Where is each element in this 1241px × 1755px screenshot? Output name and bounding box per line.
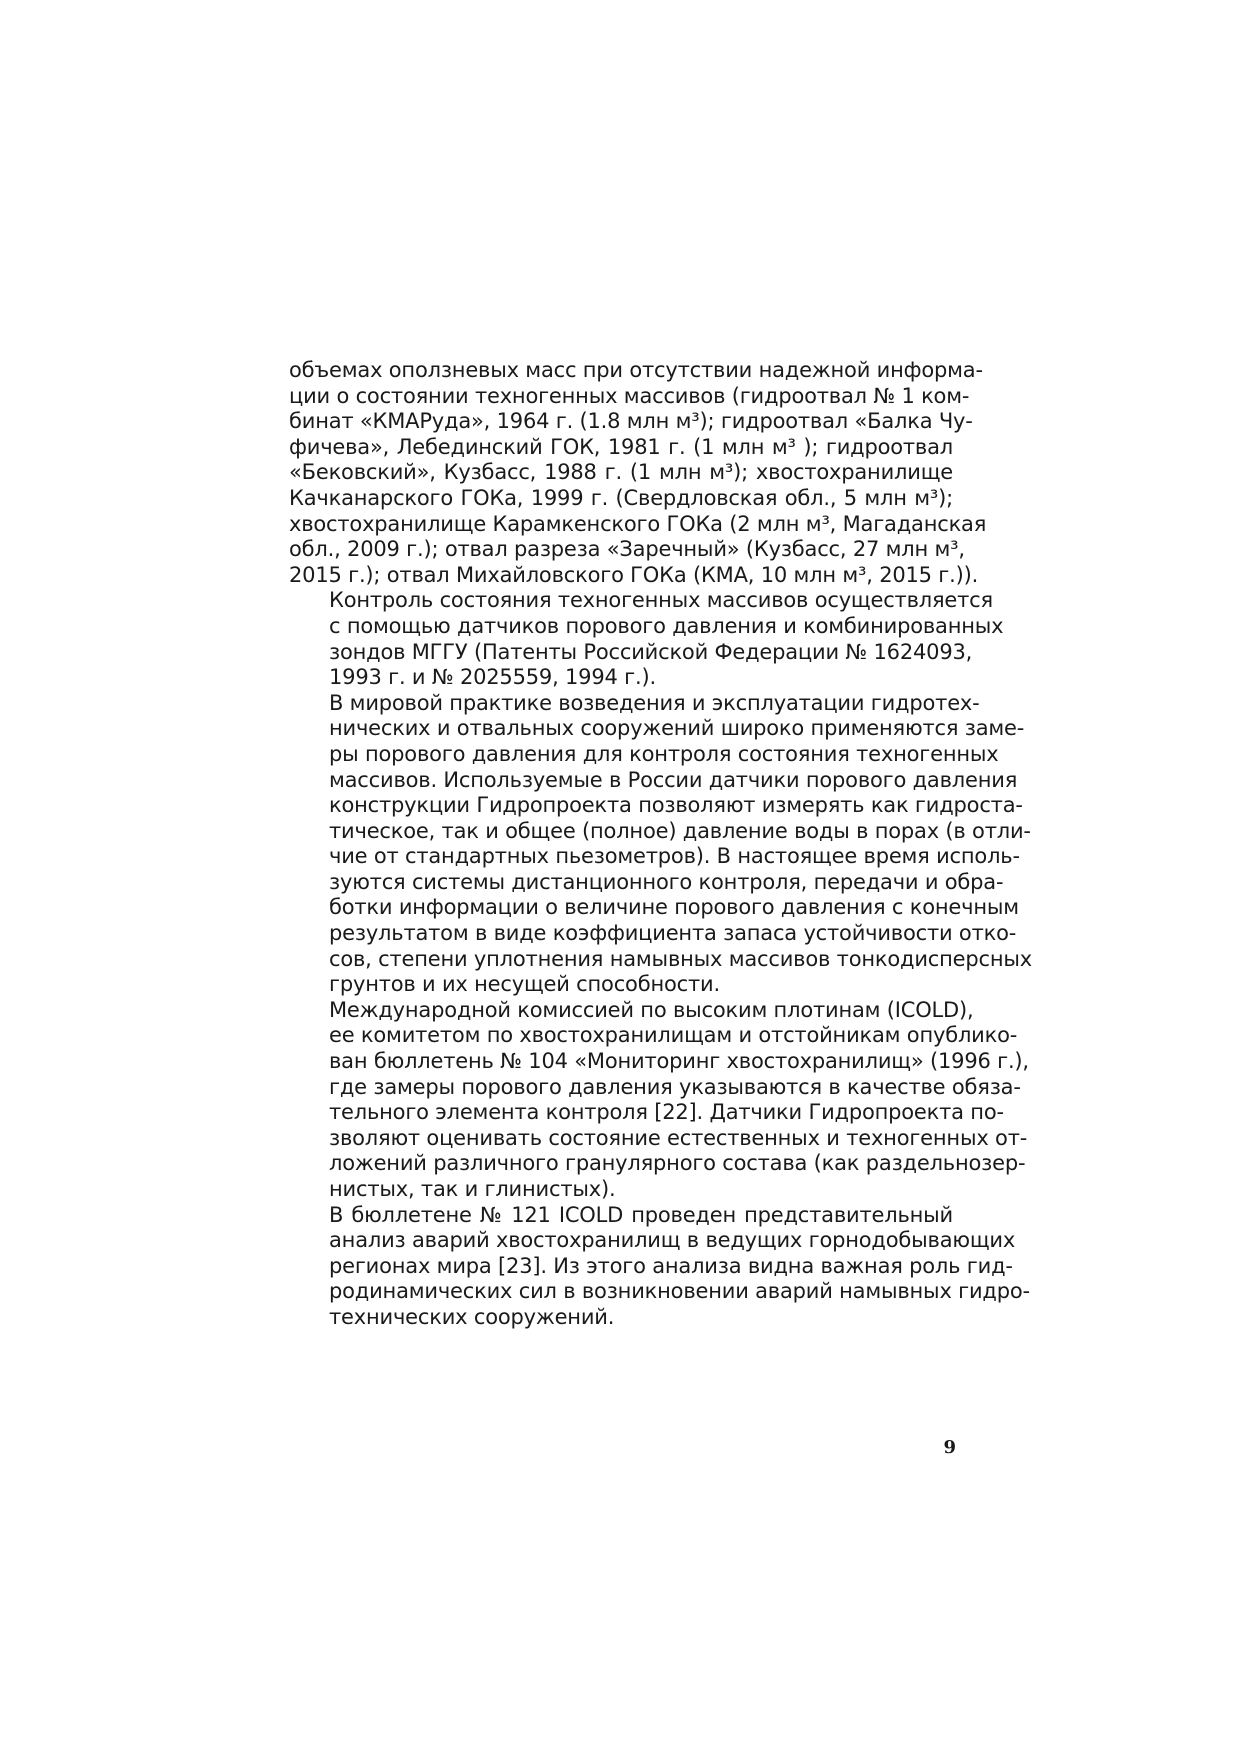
- text-line: ботки информации о величине порового давления с конечным: [329, 895, 1019, 920]
- text-line: конструкции Гидропроекта позволяют измерять как гидроста-: [329, 793, 1023, 818]
- text-line: ван бюллетень № 104 «Мониторинг хвостохранилищ» (1996 г.),: [329, 1049, 1029, 1074]
- paragraph: [289, 690, 1032, 998]
- paragraph: [289, 1202, 1030, 1331]
- text-line: бинат «КМАРуда», 1964 г. (1.8 млн м³); гидроотвал «Балка Чу-: [289, 409, 973, 434]
- body-text: [289, 358, 1032, 1331]
- text-line: где замеры порового давления указываются в качестве обяза-: [329, 1074, 1021, 1099]
- paragraph: [289, 997, 1029, 1203]
- page-number: 9: [943, 1437, 956, 1458]
- text-line: Качканарского ГОКа, 1999 г. (Свердловская обл., 5 млн м³);: [289, 485, 953, 510]
- text-line: тельного элемента контроля [22]. Датчики Гидропроекта по-: [329, 1100, 1004, 1125]
- text-line: нических и отвальных сооружений широко применяются заме-: [329, 716, 1025, 741]
- paragraph: [289, 358, 987, 588]
- text-line: чие от стандартных пьезометров). В настоящее время исполь-: [329, 844, 1020, 869]
- text-line: зондов МГГУ (Патенты Российской Федерации № 1624093,: [329, 639, 973, 664]
- text-line: Контроль состояния техногенных массивов осуществляется: [329, 588, 993, 613]
- text-line: родинамических сил в возникновении аварий намывных гидро-: [329, 1279, 1030, 1304]
- text-line: с помощью датчиков порового давления и комбинированных: [329, 613, 1004, 638]
- text-line: тическое, так и общее (полное) давление воды в порах (в отли-: [329, 818, 1031, 843]
- text-line: нистых, так и глинистых).: [329, 1177, 616, 1201]
- text-line: массивов. Используемые в России датчики порового давления: [329, 767, 1018, 792]
- text-line: ее комитетом по хвостохранилищам и отстойникам опублико-: [329, 1023, 1018, 1048]
- text-line: ложений различного гранулярного состава (как раздельнозер-: [329, 1151, 1026, 1176]
- text-line: «Бековский», Кузбасс, 1988 г. (1 млн м³); хвостохранилище: [289, 460, 953, 485]
- text-line: анализ аварий хвостохранилищ в ведущих горнодобывающих: [329, 1228, 1016, 1253]
- paragraph: [289, 588, 1004, 690]
- text-line: ции о состоянии техногенных массивов (гидроотвал № 1 ком-: [289, 383, 970, 408]
- text-line: технических сооружений.: [329, 1304, 615, 1329]
- text-line: 1993 г. и № 2025559, 1994 г.).: [329, 665, 656, 690]
- text-line: Международной комиссией по высоким плотинам (ICOLD),: [329, 997, 974, 1022]
- text-line: зволяют оценивать состояние естественных и техногенных от-: [329, 1125, 1028, 1150]
- text-line: В бюллетене № 121 ICOLD проведен представительный: [329, 1202, 953, 1227]
- text-line: результатом в виде коэффициента запаса устойчивости отко-: [329, 921, 1017, 946]
- text-line: В мировой практике возведения и эксплуатации гидротех-: [329, 690, 980, 715]
- text-line: объемах оползневых масс при отсутствии надежной информа-: [289, 358, 983, 382]
- text-line: обл., 2009 г.); отвал разреза «Заречный» (Кузбасс, 27 млн м³,: [289, 537, 965, 562]
- text-line: сов, степени уплотнения намывных массивов тонкодисперсных: [329, 946, 1032, 971]
- text-line: хвостохранилище Карамкенского ГОКа (2 млн м³, Магаданская: [289, 511, 987, 536]
- text-line: фичева», Лебединский ГОК, 1981 г. (1 млн м³ ); гидроотвал: [289, 434, 953, 459]
- text-line: зуются системы дистанционного контроля, передачи и обра-: [329, 869, 1004, 894]
- text-line: регионах мира [23]. Из этого анализа видна важная роль гид-: [329, 1253, 1013, 1278]
- text-line: ры порового давления для контроля состояния техногенных: [329, 741, 999, 766]
- text-line: 2015 г.); отвал Михайловского ГОКа (КМА, 10 млн м³, 2015 г.)).: [289, 562, 979, 587]
- text-line: грунтов и их несущей способности.: [329, 972, 720, 997]
